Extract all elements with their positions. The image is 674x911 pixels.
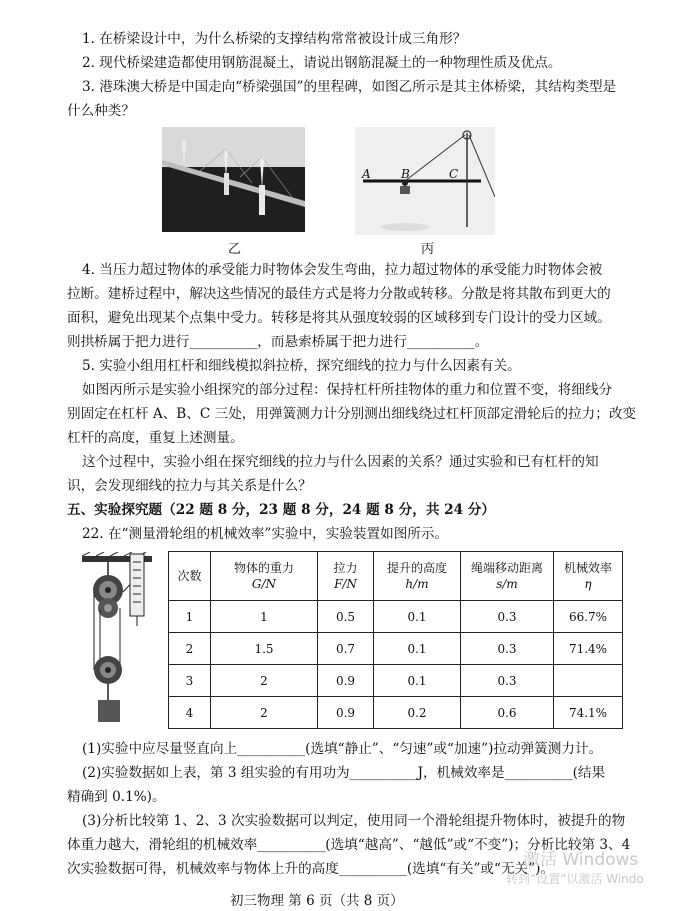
question-5-line-3: 别固定在杠杆 A、B、C 三处，用弹簧测力计分别测出细线绕过杠杆顶部定滑轮后的拉力；改变	[67, 406, 637, 422]
page-footer: 初三物理 第 6 页（共 8 页）	[230, 893, 404, 909]
table-cell	[554, 665, 623, 697]
question-4-line-1: 4. 当压力超过物体的承受能力时物体会发生弯曲，拉力超过物体的承受能力时物体会被	[82, 262, 603, 278]
table-cell: 1.5	[211, 633, 318, 665]
table-cell: 0.3	[461, 601, 554, 633]
table-row	[169, 601, 623, 633]
pulley-apparatus-drawing	[80, 552, 160, 724]
pulley-apparatus	[80, 552, 160, 724]
table-row	[169, 633, 623, 665]
table-row	[169, 697, 623, 729]
table-cell: 0.1	[374, 601, 461, 633]
header-cell-pull: 拉力 F/N	[318, 552, 374, 601]
question-22-part-2-line-2: 精确到 0.1%)。	[67, 789, 166, 805]
header-cell-height: 提升的高度 h/m	[374, 552, 461, 601]
question-5-line-1: 5. 实验小组用杠杆和细线模拟斜拉桥，探究细线的拉力与什么因素有关。	[82, 358, 521, 374]
table-cell: 0.1	[374, 633, 461, 665]
table-cell: 4	[169, 697, 211, 729]
activation-watermark-subtitle: 转到“设置”以激活 Windo	[506, 872, 644, 886]
header-cell-weight: 物体的重力 G/N	[211, 552, 318, 601]
lever-figure-drawing	[355, 127, 495, 235]
lever-figure	[355, 127, 495, 235]
question-4-line-3: 面积，避免出现某个点集中受力。转移是将其从强度较弱的区域移到专门设计的受力区域。	[67, 310, 611, 326]
table-cell: 0.6	[461, 697, 554, 729]
table-cell: 2	[169, 633, 211, 665]
header-cell-efficiency: 机械效率 η	[554, 552, 623, 601]
question-3-line-1: 3. 港珠澳大桥是中国走向“桥梁强国”的里程碑，如图乙所示是其主体桥梁，其结构类型是	[82, 79, 617, 95]
question-22-part-3-line-2: 体重力越大，滑轮组的机械效率__________(选填“越高”、“越低”或“不变”)；分析比较第 3、4	[67, 837, 631, 853]
point-c-label: C	[449, 167, 459, 181]
question-5-line-5: 这个过程中，实验小组在探究细线的拉力与什么因素的关系？通过实验和已有杠杆的知	[82, 454, 599, 470]
bridge-photo	[162, 127, 305, 232]
table-cell: 0.3	[461, 665, 554, 697]
section-5-heading: 五、实验探究题（22 题 8 分，23 题 8 分，24 题 8 分，共 24 分）	[67, 502, 495, 518]
question-5-line-4: 杠杆的高度，重复上述测量。	[67, 430, 244, 446]
figure-bing-caption: 丙	[421, 242, 435, 257]
table-cell: 3	[169, 665, 211, 697]
question-2: 2. 现代桥梁建造都使用钢筋混凝土，请说出钢筋混凝土的一种物理性质及优点。	[82, 55, 562, 71]
question-3-line-2: 什么种类？	[67, 103, 135, 119]
question-5-line-2: 如图丙所示是实验小组探究的部分过程：保持杠杆所挂物体的重力和位置不变，将细线分	[82, 382, 613, 398]
figure-yi-caption: 乙	[228, 242, 242, 257]
activation-watermark-title: 激活 Windows	[523, 850, 639, 870]
table-cell: 0.5	[318, 601, 374, 633]
table-cell: 2	[211, 665, 318, 697]
question-22-part-2-line-1: (2)实验数据如上表，第 3 组实验的有用功为__________J，机械效率是__________(结果	[82, 765, 606, 781]
data-table	[168, 551, 623, 729]
table-cell: 1	[211, 601, 318, 633]
question-22-part-3-line-3: 次实验数据可得，机械效率与物体上升的高度__________(选填“有关”或“无关”)。	[67, 861, 554, 877]
table-cell: 1	[169, 601, 211, 633]
point-b-label: B	[401, 167, 410, 181]
table-row	[169, 665, 623, 697]
table-cell: 71.4%	[554, 633, 623, 665]
table-header-row	[169, 552, 623, 601]
table-cell: 0.9	[318, 697, 374, 729]
table-cell: 66.7%	[554, 601, 623, 633]
point-a-label: A	[362, 167, 371, 181]
table-cell: 0.9	[318, 665, 374, 697]
question-1: 1. 在桥梁设计中，为什么桥梁的支撑结构常常被设计成三角形？	[82, 31, 467, 47]
table-cell: 74.1%	[554, 697, 623, 729]
header-cell-rope-distance: 绳端移动距离 s/m	[461, 552, 554, 601]
question-4-line-4: 则拱桥属于把力进行__________，而悬索桥属于把力进行__________。	[67, 334, 489, 350]
table-cell: 0.1	[374, 665, 461, 697]
question-4-line-2: 拉断。建桥过程中，解决这些情况的最佳方式是将力分散或转移。分散是将其散布到更大的	[67, 286, 611, 302]
bridge-photo-drawing	[162, 127, 305, 232]
table-cell: 0.3	[461, 633, 554, 665]
question-22-intro: 22. 在“测量滑轮组的机械效率”实验中，实验装置如图所示。	[82, 526, 449, 542]
table-cell: 0.7	[318, 633, 374, 665]
table-cell: 0.2	[374, 697, 461, 729]
question-22-part-1: (1)实验中应尽量竖直向上__________(选填“静止”、“匀速”或“加速”)拉动弹簧测力计。	[82, 741, 603, 757]
header-cell-trial: 次数	[169, 552, 211, 601]
question-22-part-3-line-1: (3)分析比较第 1、2、3 次实验数据可以判定，使用同一个滑轮组提升物体时，被提升的物	[82, 813, 626, 829]
question-5-line-6: 识，会发现细线的拉力与其关系是什么？	[67, 478, 312, 494]
table-cell: 2	[211, 697, 318, 729]
